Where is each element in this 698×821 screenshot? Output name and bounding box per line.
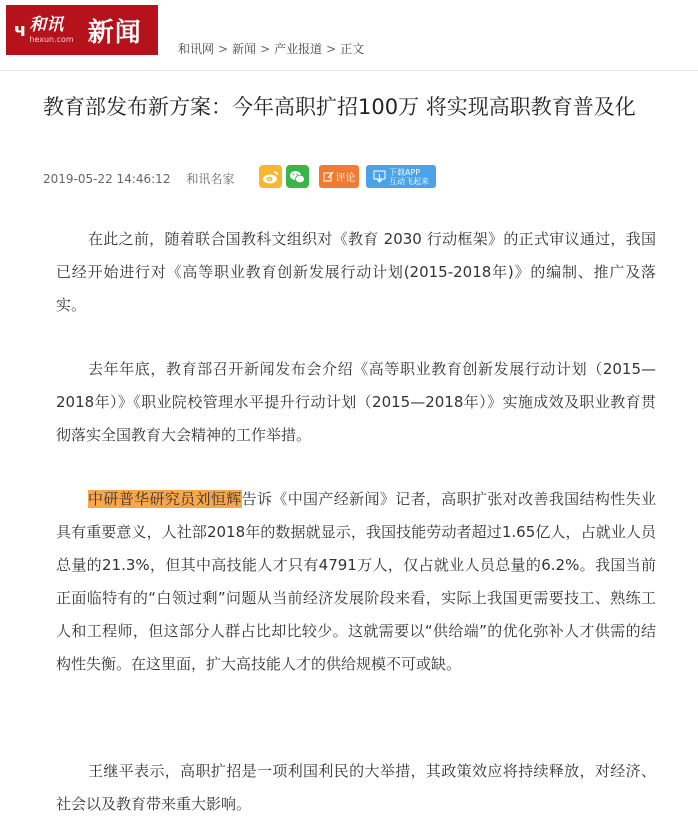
article-paragraph: 王继平表示，高职扩招是一项利国利民的大举措，其政策效应将持续释放，对经济、社会以及教育带来重大影响。	[56, 762, 656, 813]
comment-button[interactable]	[319, 165, 359, 188]
app-label-sub: 互动飞起来	[389, 176, 429, 186]
breadcrumb-separator: >	[326, 42, 337, 56]
breadcrumb-industry[interactable]: 产业报道	[274, 42, 323, 56]
article-paragraph: 在此之前，随着联合国教科文组织对《教育 2030 行动框架》的正式审议通过，我国已经开始进行对《高等职业教育创新发展行动计划(2015-2018年)》的编制、推广及落实。	[56, 230, 656, 314]
download-icon	[373, 170, 386, 183]
breadcrumb-current: 正文	[340, 42, 365, 56]
hexun-brand: 和讯 hexun.com	[29, 14, 74, 44]
weibo-icon	[262, 170, 279, 184]
article-paragraph: 去年年底，教育部召开新闻发布会介绍《高等职业教育创新发展行动计划（2015—2018年）》《职业院校管理水平提升行动计划（2015—2018年）》实施成效及职业教育贯彻落实全国教育大会精神的工作举措。	[56, 360, 656, 444]
download-app-button[interactable]	[366, 165, 436, 188]
publish-date: 2019-05-22 14:46:12	[43, 171, 171, 186]
article-source[interactable]: 和讯名家	[186, 172, 235, 186]
article-title: 教育部发布新方案：今年高职扩招100万 将实现高职教育普及化	[43, 95, 636, 119]
breadcrumb-separator: >	[218, 42, 229, 56]
wechat-share-button[interactable]	[286, 165, 309, 188]
weibo-share-button[interactable]	[259, 165, 282, 188]
article-meta	[43, 170, 234, 187]
breadcrumb-home[interactable]: 和讯网	[178, 42, 215, 56]
breadcrumb-separator: >	[260, 42, 271, 56]
article-paragraph	[56, 483, 656, 681]
site-logo[interactable]	[6, 5, 158, 55]
section-name: 新闻	[87, 17, 142, 48]
comment-label: 评论	[335, 173, 356, 184]
paragraph-text: 告诉《中国产经新闻》记者，高职扩张对改善我国结构性失业具有重要意义，人社部2018年的数据就显示，我国技能劳动者超过1.65亿人，占就业人员总量的21.3%，但其中高技能人才只有4791万人，仅占就业人员总量的6.2%。我国当前正面临特有的“白领过剩”问题从当前经济发展阶段来看，实际上我国更需要技工、熟练工人和工程师，但这部分人群占比却比较少。这就需要以“供给端”的优化弥补人才供需的结构性失衡。在这里面，扩大高技能人才的供给规模不可或缺。	[56, 490, 656, 673]
app-label-main: 下载APP	[389, 167, 421, 177]
breadcrumb-news[interactable]: 新闻	[232, 42, 257, 56]
wechat-icon	[289, 170, 306, 184]
header-divider	[0, 70, 698, 71]
highlighted-text: 中研普华研究员刘恒辉	[88, 490, 242, 508]
hexun-logo-icon: ч	[14, 19, 27, 41]
breadcrumb	[178, 40, 364, 57]
edit-icon	[323, 171, 334, 182]
